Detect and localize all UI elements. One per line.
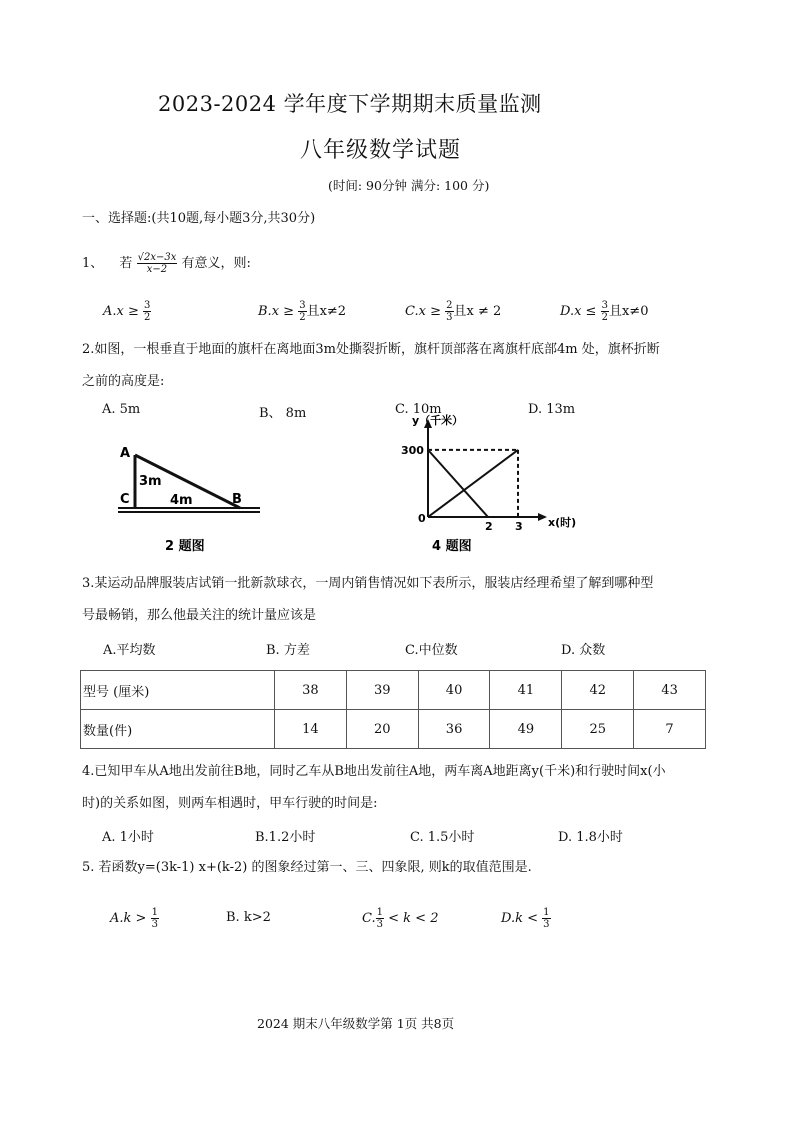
- label-c: C: [120, 492, 130, 507]
- q1-suffix: 有意义，则:: [181, 256, 251, 271]
- q1-number: 1、: [82, 256, 104, 271]
- option-tail: 且x≠0: [608, 304, 649, 319]
- q1-option-a: [103, 300, 151, 323]
- fig4-caption: 4 题图: [432, 539, 472, 554]
- option-label: C.: [362, 911, 376, 926]
- option-label: A.: [103, 304, 117, 319]
- table-cell: 43: [634, 671, 706, 710]
- figure-4-chart: [400, 414, 577, 560]
- table-row: [81, 710, 706, 749]
- frac-den: 2: [299, 312, 306, 323]
- figure-2: [110, 440, 280, 560]
- table-cell: 14: [275, 710, 347, 749]
- q1-option-d: [560, 300, 648, 323]
- series-line: [428, 450, 518, 517]
- option-fraction: [298, 300, 306, 323]
- option-fraction: [143, 300, 151, 323]
- option-fraction: [151, 907, 159, 930]
- option-tail: 且x≠2: [306, 304, 347, 319]
- option-label: D.: [501, 911, 516, 926]
- frac-num: 3: [601, 300, 608, 311]
- option-tail: 且x ≠ 2: [453, 304, 502, 319]
- label-a: A: [120, 446, 131, 461]
- table-row-label: 型号 (厘米): [81, 671, 275, 710]
- table-cell: 20: [346, 710, 418, 749]
- question-3-line2: 号最畅销，那么他最关注的统计量应该是: [82, 608, 317, 623]
- option-fraction: [376, 907, 384, 930]
- x-tick-label: 2: [485, 520, 493, 533]
- section-heading: 一、选择题:(共10题,每小题3分,共30分): [82, 211, 316, 226]
- q5-option-b: B. k>2: [226, 910, 271, 925]
- q2-option-c: C. 10m: [395, 402, 442, 417]
- frac-num: 3: [144, 300, 151, 311]
- x-axis-arrow: [538, 513, 547, 521]
- q5-option-c: [362, 907, 438, 930]
- q5-option-a: [110, 907, 159, 930]
- table-cell: 7: [634, 710, 706, 749]
- question-2-line1: 2.如图，一根垂直于地面的旗杆在离地面3m处撕裂折断，旗杆顶部落在离旗杆底部4m 处，旗杯折断: [82, 342, 660, 357]
- question-5: 5. 若函数y=(3k-1) x+(k-2) 的图象经过第一、三、四象限, 则k的取值范围是.: [82, 860, 532, 875]
- label-4m: 4m: [170, 493, 193, 508]
- question-4-line1: 4.已知甲车从A地出发前往B地，同时乙车从B地出发前往A地，两车离A地距离y(千米)和行驶时间x(小: [82, 764, 666, 779]
- question-4-line2: 时)的关系如图，则两车相遇时，甲车行驶的时间是:: [82, 796, 378, 811]
- option-expr: k <: [515, 911, 538, 926]
- series-line: [428, 450, 488, 517]
- q2-option-b: B、 8m: [259, 406, 307, 421]
- option-expr: x ≥: [116, 304, 139, 319]
- exam-title: 2023-2024 学年度下学期期末质量监测: [158, 92, 542, 116]
- x-axis-label: x(时): [548, 516, 577, 529]
- q1-frac-den: x−2: [146, 264, 168, 275]
- table-cell: 42: [562, 671, 634, 710]
- q1-option-c: [405, 300, 501, 323]
- frac-den: 3: [543, 919, 550, 930]
- q3-option-d: D. 众数: [561, 643, 606, 658]
- option-expr: x ≥: [271, 304, 295, 319]
- frac-den: 3: [446, 312, 453, 323]
- option-label: A.: [110, 911, 124, 926]
- label-3m: 3m: [139, 474, 162, 489]
- frac-num: 1: [376, 907, 383, 918]
- frac-num: 1: [543, 907, 550, 918]
- q4-option-b: B.1.2小时: [255, 830, 316, 845]
- origin-label: 0: [418, 512, 426, 525]
- q1-fraction: [137, 252, 178, 275]
- option-fraction: [445, 300, 453, 323]
- q5-option-d: [501, 907, 551, 930]
- option-label: D.: [560, 304, 575, 319]
- table-cell: 25: [562, 710, 634, 749]
- q1-frac-num: √2x−3x: [137, 252, 177, 263]
- table-cell: 41: [490, 671, 562, 710]
- option-expr: k >: [123, 911, 147, 926]
- q2-option-d: D. 13m: [528, 402, 576, 417]
- fig2-caption: 2 题图: [165, 539, 205, 554]
- table-cell: 38: [275, 671, 347, 710]
- page-footer: 2024 期末八年级数学第 1页 共8页: [257, 1016, 455, 1031]
- q4-option-d: D. 1.8小时: [558, 830, 623, 845]
- question-3-line1: 3.某运动品牌服装店试销一批新款球衣，一周内销售情况如下表所示，服装店经理希望了解到哪种型: [82, 576, 654, 591]
- exam-subtitle: 八年级数学试题: [300, 138, 462, 163]
- option-label: B.: [258, 304, 272, 319]
- q3-option-a: A.平均数: [103, 643, 156, 658]
- table-cell: 40: [418, 671, 490, 710]
- q3-option-c: C.中位数: [405, 643, 458, 658]
- option-label: C.: [405, 304, 419, 319]
- table-row-label: 数量(件): [81, 710, 275, 749]
- option-fraction: [542, 907, 550, 930]
- option-tail: < k < 2: [388, 911, 439, 926]
- table-row: [81, 671, 706, 710]
- table-cell: 49: [490, 710, 562, 749]
- question-1: [82, 252, 251, 275]
- table-cell: 36: [418, 710, 490, 749]
- frac-num: 2: [446, 300, 453, 311]
- x-tick-label: 3: [515, 520, 523, 533]
- frac-num: 1: [151, 907, 158, 918]
- q1-prefix: 若: [119, 256, 133, 271]
- y-axis-label: y（千米）: [412, 414, 464, 427]
- sales-table: [80, 670, 706, 749]
- frac-den: 3: [376, 919, 383, 930]
- q4-option-a: A. 1小时: [102, 830, 154, 845]
- y-tick-label: 300: [401, 443, 424, 457]
- label-b: B: [232, 492, 242, 507]
- q1-option-b: [258, 300, 346, 323]
- option-fraction: [601, 300, 609, 323]
- frac-num: 3: [299, 300, 306, 311]
- q2-option-a: A. 5m: [102, 402, 141, 417]
- q3-option-b: B. 方差: [266, 643, 310, 658]
- frac-den: 3: [151, 919, 158, 930]
- q4-option-c: C. 1.5小时: [410, 830, 475, 845]
- question-2-line2: 之前的高度是:: [82, 374, 165, 389]
- frac-den: 2: [601, 312, 608, 323]
- table-cell: 39: [346, 671, 418, 710]
- option-expr: x ≤: [574, 304, 597, 319]
- exam-info: (时间: 90分钟 满分: 100 分): [328, 178, 490, 193]
- option-expr: x ≥: [418, 304, 441, 319]
- frac-den: 2: [144, 312, 151, 323]
